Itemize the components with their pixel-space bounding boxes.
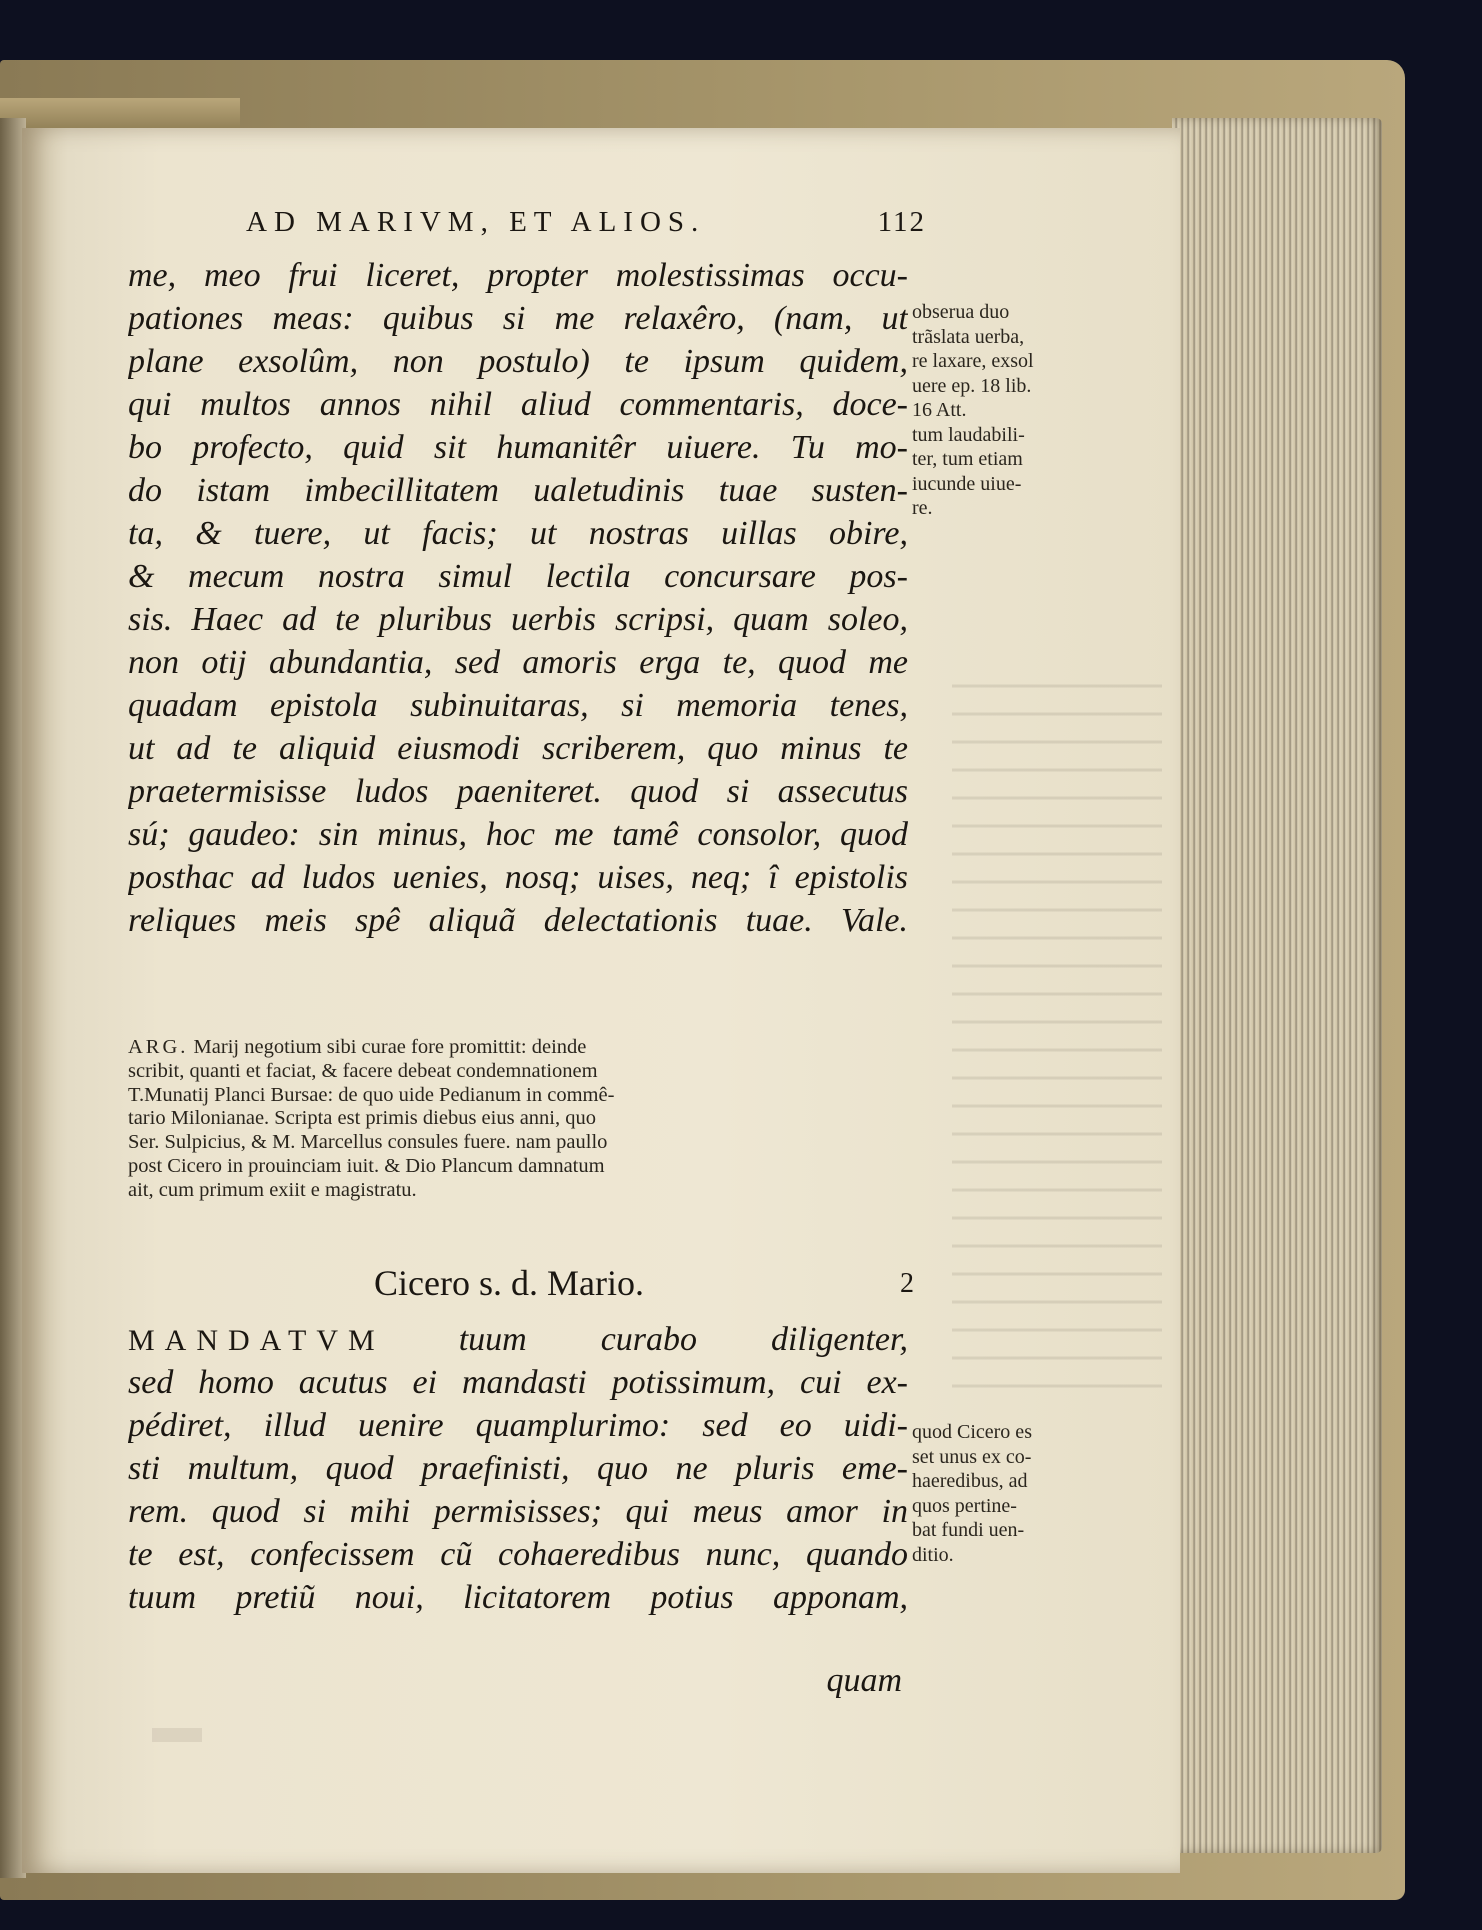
text-line: non otij abundantia, sed amoris erga te, quod me [128, 644, 908, 681]
margin-line: trãslata uerba, [912, 325, 1025, 348]
bleed-through-mark [152, 1728, 202, 1742]
text-line: te est, confecissem cũ cohaeredibus nunc, quando [128, 1536, 908, 1573]
text-line: ut ad te aliquid eiusmodi scriberem, quo minus te [128, 730, 908, 767]
text-line: praetermisisse ludos paeniteret. quod si assecutus [128, 773, 908, 810]
letter-number: 2 [900, 1268, 914, 1299]
letter-heading [374, 1262, 914, 1308]
text-line: quadam epistola subinuitaras, si memoria tenes, [128, 687, 908, 724]
margin-line: ter, tum etiam [912, 448, 1023, 470]
text-line [128, 1318, 908, 1361]
margin-line: re laxare, exsol [912, 350, 1034, 372]
text-line: posthac ad ludos uenies, nosq; uises, neq; î epistolis [128, 859, 908, 896]
argument-line: post Cicero in prouinciam iuit. & Dio Plancum damnatum [128, 1154, 605, 1177]
argument-text: Marij negotium sibi curae fore promittit: deinde [193, 1036, 587, 1058]
text-line: pédiret, illud uenire quamplurimo: sed eo uidi- [128, 1407, 908, 1444]
page-number: 112 [877, 206, 926, 238]
margin-line: ditio. [912, 1543, 954, 1566]
margin-line: bat fundi uen- [912, 1519, 1025, 1541]
margin-line: tum laudabili- [912, 423, 1025, 446]
text-line: bo profecto, quid sit humanitêr uiuere. Tu mo- [128, 429, 908, 466]
text-line: pationes meas: quibus si me relaxêro, (nam, ut [128, 300, 908, 337]
argument-label: ARG. [128, 1036, 189, 1058]
margin-line: re. [912, 497, 933, 519]
text-line: qui multos annos nihil aliud commentaris, doce- [128, 386, 908, 423]
text-line: plane exsolûm, non postulo) te ipsum quidem, [128, 343, 908, 380]
running-head [246, 206, 926, 240]
marginal-note-2 [912, 1420, 1132, 1567]
letter-title: Cicero s. d. Mario. [374, 1263, 644, 1303]
argument-line: T.Munatij Planci Bursae: de quo uide Pedianum in commê- [128, 1083, 615, 1106]
text-line: me, meo frui liceret, propter molestissimas occu- [128, 257, 908, 294]
margin-line: uere ep. 18 lib. [912, 374, 1032, 397]
margin-line: quos pertine- [912, 1494, 1017, 1517]
marginal-note-1 [912, 300, 1132, 521]
text-line: sis. Haec ad te pluribus uerbis scripsi, quam soleo, [128, 601, 908, 638]
argument-line: scribit, quanti et faciat, & facere debeat condemnationem [128, 1059, 598, 1082]
text-line: sed homo acutus ei mandasti potissimum, cui ex- [128, 1364, 908, 1401]
text-block-2 [128, 1318, 908, 1619]
argument-summary [128, 1036, 908, 1203]
text-line: tuum pretiũ noui, licitatorem potius apponam, [128, 1579, 908, 1616]
argument-line: Ser. Sulpicius, & M. Marcellus consules fuere. nam paullo [128, 1131, 608, 1154]
text-line: rem. quod si mihi permisisses; qui meus amor in [128, 1493, 908, 1530]
text-line: sú; gaudeo: sin minus, hoc me tamê consolor, quod [128, 816, 908, 853]
text-line: sti multum, quod praefinisti, quo ne pluris eme- [128, 1450, 908, 1487]
argument-line: tario Milonianae. Scripta est primis diebus eius anni, quo [128, 1107, 596, 1130]
text-line: & mecum nostra simul lectila concursare pos- [128, 558, 908, 595]
catchword: quam [826, 1662, 902, 1699]
margin-line: obserua duo [912, 301, 1010, 323]
margin-line: 16 Att. [912, 399, 967, 421]
bleed-through-text [952, 668, 1162, 1388]
margin-line: quod Cicero es [912, 1421, 1032, 1443]
margin-line: iucunde uiue- [912, 472, 1022, 495]
text-line: reliques meis spê aliquã delectationis tuae. Vale. [128, 902, 908, 939]
running-head-title: AD MARIVM, ET ALIOS. [246, 206, 706, 238]
margin-line: set unus ex co- [912, 1445, 1032, 1468]
argument-line [128, 1036, 908, 1060]
margin-line: haeredibus, ad [912, 1470, 1028, 1492]
opening-capitals: MANDATVM [128, 1324, 385, 1357]
first-line-text: tuum curabo diligenter, [458, 1321, 908, 1358]
text-line: ta, & tuere, ut facis; ut nostras uillas obire, [128, 515, 908, 552]
text-block-1 [128, 254, 908, 942]
argument-line: ait, cum primum exiit e magistratu. [128, 1178, 417, 1201]
text-line: do istam imbecillitatem ualetudinis tuae susten- [128, 472, 908, 509]
page-edges [1172, 118, 1382, 1853]
